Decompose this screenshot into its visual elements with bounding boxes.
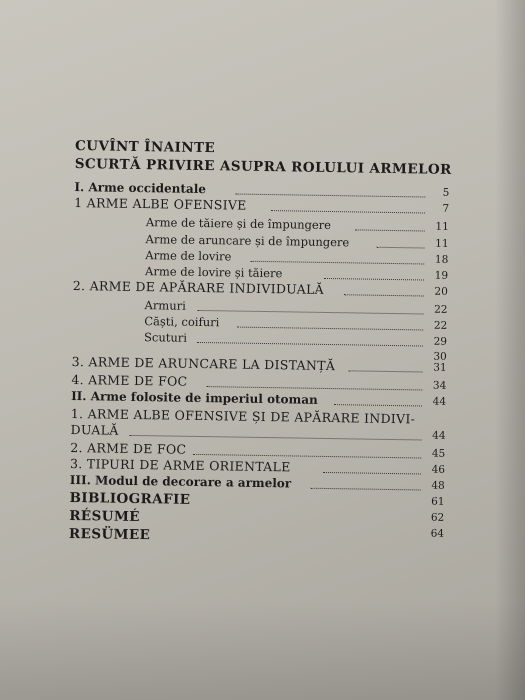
- dot-leader: [130, 435, 422, 441]
- dot-leader: [250, 261, 424, 265]
- page-shadow: [0, 600, 525, 700]
- toc-entry-title: 3. TIPURI DE ARME ORIENTALE: [69, 455, 291, 475]
- page-number: 11: [435, 237, 449, 250]
- dot-leader: [334, 404, 422, 406]
- page-number: 29: [433, 335, 448, 348]
- toc-entry-title: I. Arme occidentale: [74, 179, 207, 197]
- dot-leader: [355, 229, 425, 231]
- dot-leader: [237, 327, 423, 331]
- page-number: 22: [433, 319, 448, 332]
- page-number: 64: [430, 527, 445, 540]
- toc-entry-title: 1 ARME ALBE OFENSIVE: [74, 194, 247, 213]
- dot-leader: [349, 370, 423, 372]
- toc-entry-title: Arme de tăiere și de împungere: [145, 215, 332, 233]
- page-number: 44: [432, 429, 446, 442]
- page-shadow: [495, 0, 525, 700]
- page-number: 18: [434, 253, 449, 266]
- page-number: 19: [434, 269, 449, 282]
- page-number: 11: [435, 220, 449, 233]
- toc-entry-title: 2. ARME DE APĂRARE INDIVIDUALĂ: [72, 277, 325, 297]
- dot-leader: [271, 210, 425, 213]
- toc-entry-title: RESÜMEE: [68, 525, 151, 544]
- page-number: 46: [431, 463, 446, 476]
- page-number: 20: [434, 285, 448, 298]
- toc-entry-title: III. Modul de decorare a armelor: [69, 472, 292, 491]
- toc-entry-title: II. Arme folosite de imperiul otoman: [71, 388, 318, 407]
- toc-overview: SCURTĂ PRIVIRE ASUPRA ROLULUI ARMELOR: [74, 155, 452, 178]
- toc-entry-title: Arme de lovire și tăiere: [144, 264, 283, 281]
- dot-leader: [197, 310, 423, 315]
- dot-leader: [324, 278, 424, 281]
- toc-entry-title: Căști, coifuri: [144, 314, 220, 330]
- page-number: 45: [431, 447, 446, 460]
- toc-entry-title: 2. ARME DE FOC: [70, 439, 187, 457]
- page-number: 61: [431, 495, 445, 508]
- toc-entry-title: RÉSUMÉ: [69, 507, 141, 526]
- dot-leader: [344, 294, 424, 296]
- page-number: 44: [432, 395, 447, 408]
- toc-entry-title: 3. ARME DE ARUNCARE LA DISTANȚĂ: [71, 353, 336, 374]
- dot-leader: [311, 488, 421, 491]
- page-number: 5: [442, 186, 450, 199]
- toc-entry-title: Arme de aruncare și de împungere: [145, 232, 350, 250]
- page-number: 62: [430, 511, 445, 524]
- toc-entry-title: BIBLIOGRAFIE: [69, 489, 191, 508]
- dot-leader: [235, 194, 425, 198]
- toc-entry-title: Armuri: [144, 298, 186, 313]
- page-number: 7: [442, 202, 450, 215]
- toc-entry-title: Arme de lovire: [145, 248, 232, 264]
- dot-leader: [323, 472, 421, 475]
- page-number: 31: [433, 361, 447, 374]
- toc-entry-title: Scuturi: [143, 330, 188, 345]
- toc-entry-title: DUALĂ: [70, 421, 119, 438]
- page-number: 48: [431, 479, 445, 492]
- toc-entry-title: 1. ARME ALBE OFENSIVE ȘI DE APĂRARE INDIVI-: [70, 405, 416, 427]
- toc-entry-title: 4. ARME DE FOC: [71, 371, 188, 389]
- dot-leader: [377, 247, 425, 249]
- page-number: 30: [433, 350, 447, 363]
- page-number: 34: [432, 379, 447, 392]
- dot-leader: [197, 342, 423, 347]
- toc-intro: CUVÎNT ÎNAINTE: [74, 138, 216, 157]
- page-number: 22: [434, 303, 448, 316]
